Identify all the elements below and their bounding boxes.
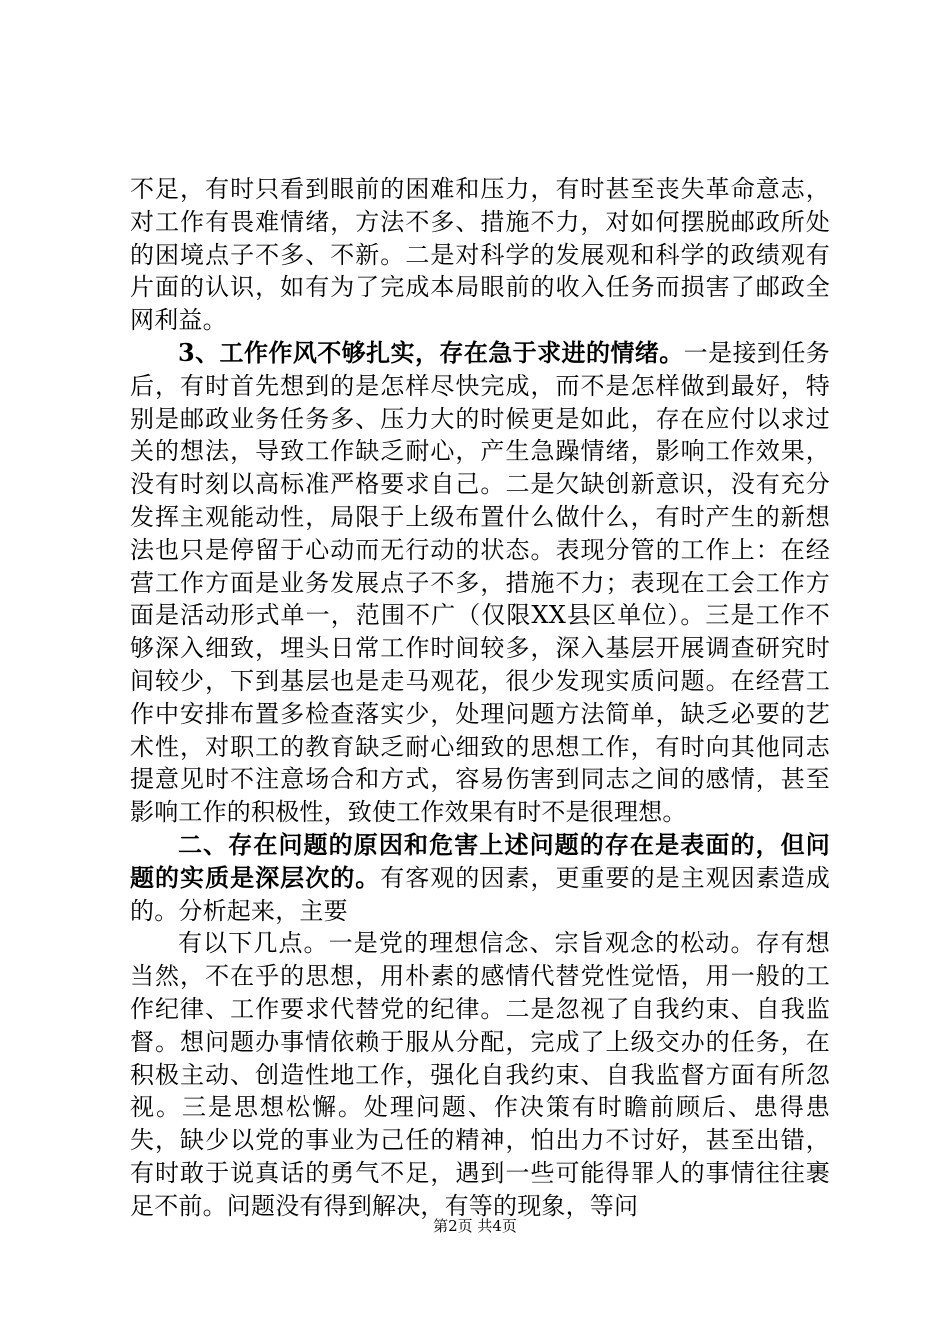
paragraph-work-style — [130, 337, 830, 829]
section-heading-work-style: 3、工作作风不够扎实，存在急于求进的情绪。 — [178, 337, 684, 367]
paragraph-points: 有以下几点。一是党的理想信念、宗旨观念的松动。存有想当然，不在乎的思想，用朴素的感情代替党性觉悟，用一般的工作纪律、工作要求代替党的纪律。二是忽视了自我约束、自我监督。想问题办事情依赖于服从分配，完成了上级交办的任务，在积极主动、创造性地工作，强化自我约束、自我监督方面有所忽视。三是思想松懈。处理问题、作决策有时瞻前顾后、患得患失，缺少以党的事业为己任的精神，怕出力不讨好，甚至出错，有时敢于说真话的勇气不足，遇到一些可能得罪人的事情往往裹足不前。问题没有得到解决，有等的现象，等问 — [130, 929, 830, 1220]
document-body — [130, 173, 830, 1223]
paragraph-causes — [130, 829, 830, 927]
section-heading-causes: 二、存在问题的原因和危害上述问题的存在是表面的，但问题的实质是深层次的。 — [130, 829, 830, 892]
paragraph-work-style-text: 一是接到任务后，有时首先想到的是怎样尽快完成，而不是怎样做到最好，特别是邮政业务任务多、压力大的时候更是如此，存在应付以求过关的想法，导致工作缺乏耐心，产生急躁情绪，影响工作效果，没有时刻以高标准严格要求自己。二是欠缺创新意识，没有充分发挥主观能动性，局限于上级布置什么做什么，有时产生的新想法也只是停留于心动而无行动的状态。表现分管的工作上：在经营工作方面是业务发展点子不多，措施不力；表现在工会工作方面是活动形式单一，范围不广（仅限XX县区单位）。三是工作不够深入细致，埋头日常工作时间较多，深入基层开展调查研究时间较少，下到基层也是走马观花，很少发现实质问题。在经营工作中安排布置多检查落实少，处理问题方法简单，缺乏必要的艺术性，对职工的教育缺乏耐心细致的思想工作，有时向其他同志提意见时不注意场合和方式，容易伤害到同志之间的感情，甚至影响工作的积极性，致使工作效果有时不是很理想。 — [130, 338, 830, 827]
page-footer: 第2页 共4页 — [433, 1217, 517, 1235]
paragraph-causes-text: 有客观的因素，更重要的是主观因素造成的。分析起来，主要 — [130, 863, 830, 925]
paragraph-continuation: 不足，有时只看到眼前的困难和压力，有时甚至丧失革命意志，对工作有畏难情绪，方法不多、措施不力，对如何摆脱邮政所处的困境点子不多、不新。二是对科学的发展观和科学的政绩观有片面的认识，如有为了完成本局眼前的收入任务而损害了邮政全网利益。 — [130, 175, 830, 335]
